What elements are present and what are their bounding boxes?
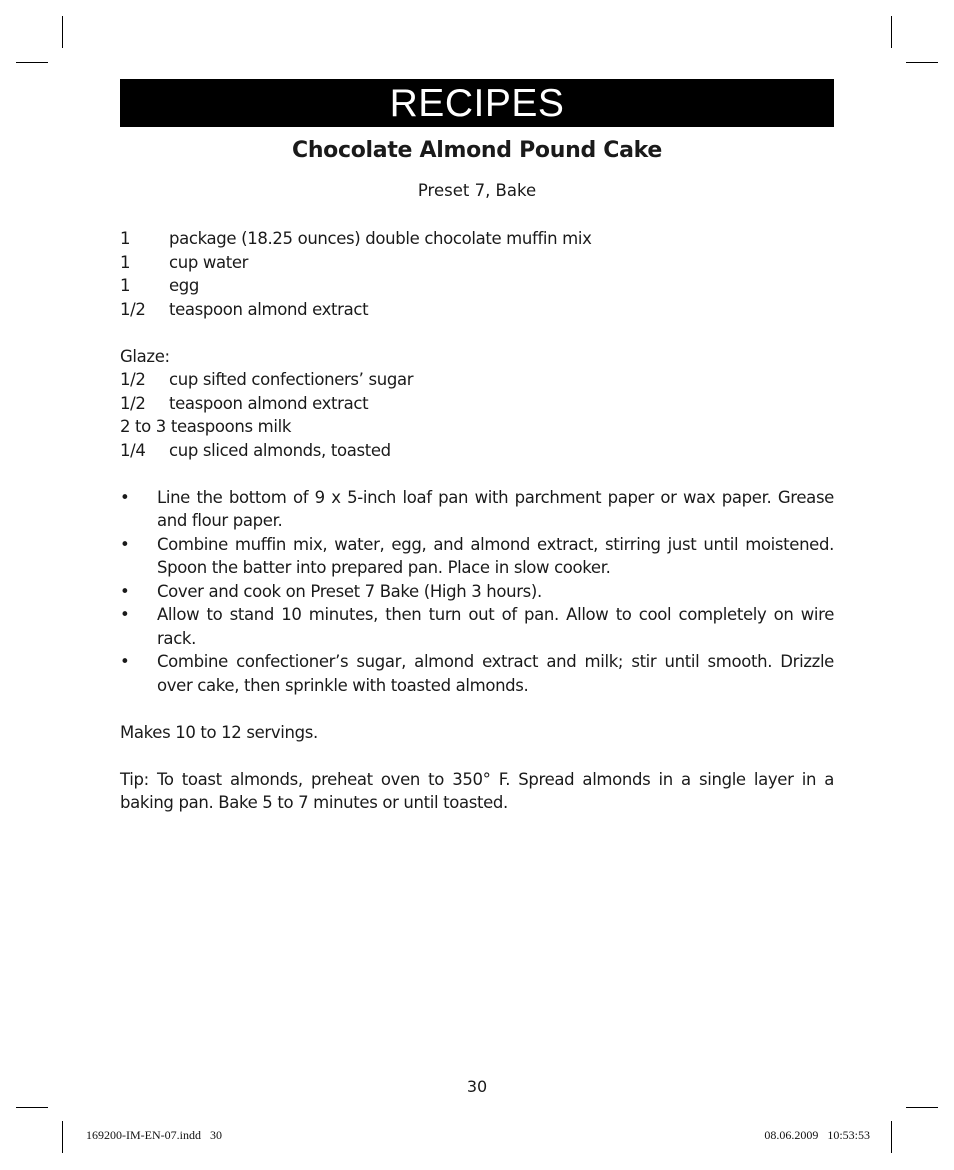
ingredient-qty: 1 xyxy=(120,252,131,272)
step-text: Cover and cook on Preset 7 Bake (High 3 hours). xyxy=(157,581,542,601)
recipe-body xyxy=(120,227,834,815)
ingredient-qty: 1 xyxy=(120,229,131,248)
servings-text: Makes 10 to 12 servings. xyxy=(120,722,318,742)
footer-timestamp-text: 08.06.2009 10:53:53 xyxy=(764,1128,870,1142)
step-text: Allow to stand 10 minutes, then turn out of pan. Allow to cool completely on wire rack. xyxy=(157,605,834,648)
ingredient-row xyxy=(120,274,834,298)
step-item xyxy=(120,650,834,697)
bullet-icon: • xyxy=(120,605,130,624)
spacer xyxy=(120,697,834,721)
step-item xyxy=(120,603,834,650)
ingredient-qty: 1/2 xyxy=(120,393,146,413)
ingredient-qty: 1/4 xyxy=(120,440,146,460)
crop-mark xyxy=(906,62,938,63)
banner-title: RECIPES xyxy=(389,81,565,125)
ingredient-qty: 1/2 xyxy=(120,299,146,319)
glaze-row xyxy=(120,392,834,416)
crop-mark xyxy=(62,16,63,48)
bullet-icon: • xyxy=(120,534,130,554)
ingredient-item: teaspoon almond extract xyxy=(169,393,369,413)
glaze-row: 2 to 3 teaspoons milk xyxy=(120,417,292,436)
recipe-preset: Preset 7, Bake xyxy=(417,181,537,200)
footer-timestamp xyxy=(764,1128,870,1143)
step-item xyxy=(120,533,834,580)
ingredient-item: teaspoon almond extract xyxy=(169,299,369,319)
crop-mark xyxy=(906,1107,938,1108)
tip-text: Tip: To toast almonds, preheat oven to 350° F. Spread almonds in a single layer in a baking pan. Bake 5 to 7 minutes or until toasted. xyxy=(120,769,834,812)
step-text: Combine muffin mix, water, egg, and almond extract, stirring just until moistened. Spoon the batter into prepared pan. Place in slow cooker. xyxy=(157,534,834,577)
ingredient-qty: 1 xyxy=(120,276,131,295)
ingredient-item: egg xyxy=(169,276,200,295)
ingredient-item: cup water xyxy=(169,252,249,272)
step-text: Line the bottom of 9 x 5-inch loaf pan with parchment paper or wax paper. Grease and flour paper. xyxy=(157,487,834,530)
bullet-icon: • xyxy=(120,581,130,601)
crop-mark xyxy=(62,1121,63,1153)
steps-list xyxy=(120,486,834,698)
bullet-icon: • xyxy=(120,652,130,671)
ingredient-item: cup sifted confectioners’ sugar xyxy=(169,370,414,389)
footer-file-text: 169200-IM-EN-07.indd 30 xyxy=(86,1128,222,1142)
ingredient-item: cup sliced almonds, toasted xyxy=(169,440,391,460)
crop-mark xyxy=(16,62,48,63)
ingredient-item: package (18.25 ounces) double chocolate muffin mix xyxy=(169,229,592,248)
ingredient-row xyxy=(120,298,834,322)
step-item xyxy=(120,580,834,604)
bullet-icon: • xyxy=(120,487,130,507)
crop-mark xyxy=(891,1121,892,1153)
recipe-title: Chocolate Almond Pound Cake xyxy=(291,138,663,163)
page-number: 30 xyxy=(466,1077,488,1096)
section-banner xyxy=(120,79,834,127)
step-text: Combine confectioner’s sugar, almond extract and milk; stir until smooth. Drizzle over cake, then sprinkle with toasted almonds. xyxy=(157,652,834,695)
ingredient-qty: 1/2 xyxy=(120,370,146,389)
glaze-row xyxy=(120,439,834,463)
glaze-label: Glaze: xyxy=(120,346,170,366)
spacer xyxy=(120,321,834,345)
spacer xyxy=(120,462,834,486)
glaze-list xyxy=(120,368,834,462)
glaze-row xyxy=(120,368,834,392)
crop-mark xyxy=(16,1107,48,1108)
footer-file-info xyxy=(86,1128,222,1143)
ingredient-row xyxy=(120,227,834,251)
spacer xyxy=(120,744,834,768)
ingredient-row xyxy=(120,251,834,275)
crop-mark xyxy=(891,16,892,48)
step-item xyxy=(120,486,834,533)
ingredient-list xyxy=(120,227,834,321)
